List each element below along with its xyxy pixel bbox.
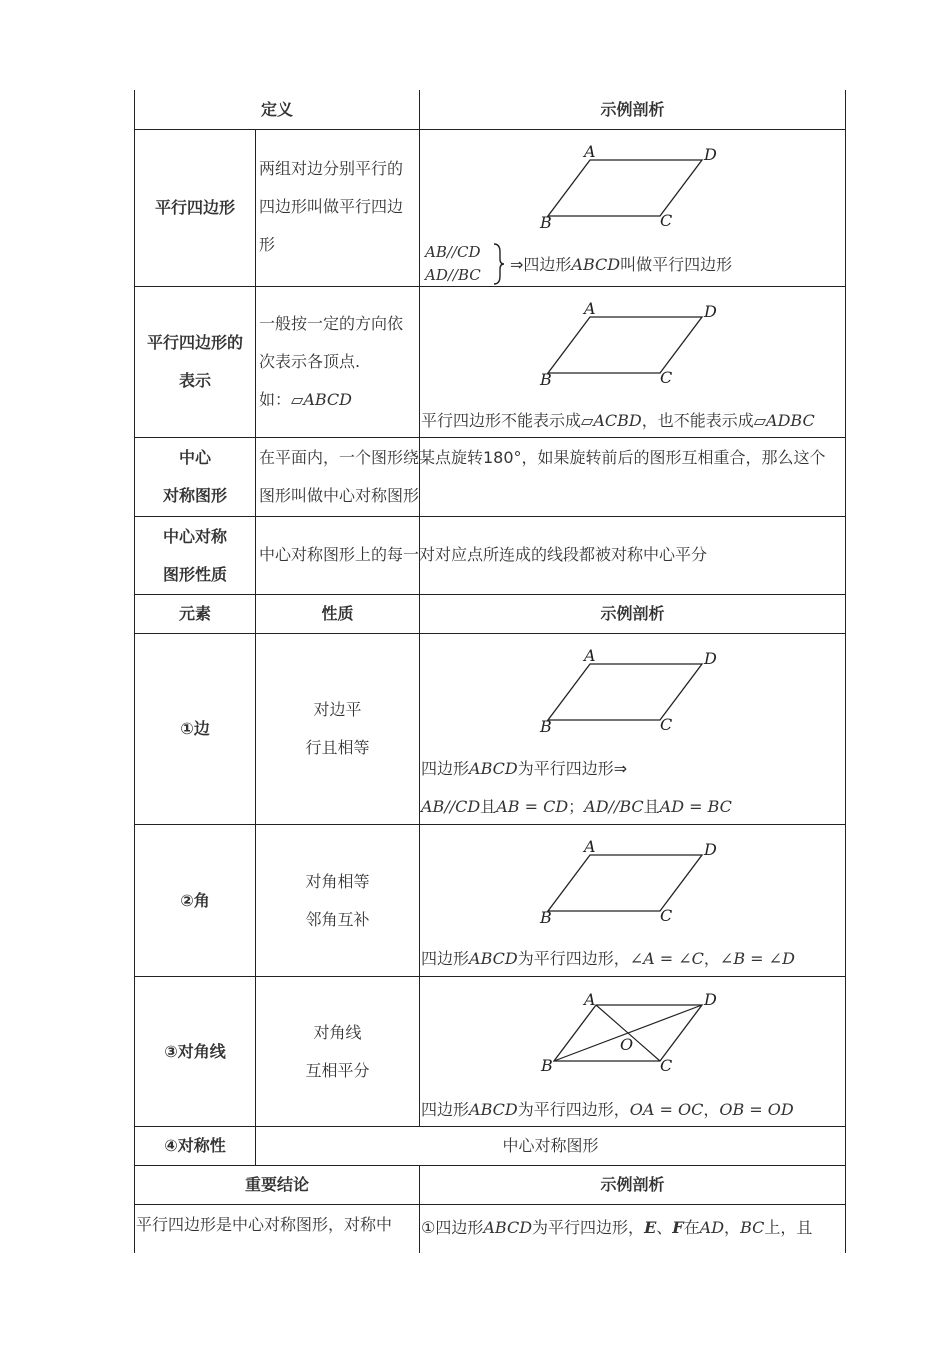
- vertex-label-b: B: [540, 213, 552, 232]
- diagonal-example: 四边形ABCD为平行四边形，OA = OC，OB = OD: [421, 1100, 794, 1119]
- term-central-property-line1: 中心对称: [162, 526, 227, 546]
- vertex-label-d: D: [704, 145, 717, 164]
- parallelogram-figure: [530, 835, 730, 930]
- header-property: 性质: [321, 604, 354, 623]
- property-angle-line2: 邻角互补: [305, 909, 370, 929]
- vertex-label-b: B: [540, 370, 552, 389]
- vertex-label-d: D: [704, 990, 717, 1009]
- definition-central-property: 中心对称图形上的每一对对应点所连成的线段都被对称中心平分: [259, 545, 708, 564]
- vertex-label-d: D: [704, 840, 717, 859]
- element-angle: ②角: [180, 890, 210, 910]
- term-central-symmetry-line1: 中心: [178, 448, 211, 467]
- term-central-symmetry-line2: 对称图形: [162, 486, 227, 505]
- vertex-label-b: B: [540, 717, 552, 736]
- parallelogram-figure: [530, 140, 730, 235]
- property-angle-line1: 对角相等: [305, 871, 370, 891]
- definition-notation: [256, 305, 416, 419]
- term-parallelogram: 平行四边形: [154, 198, 235, 217]
- vertex-label-b: B: [541, 1056, 553, 1075]
- vertex-label-c: C: [660, 906, 673, 925]
- property-angle: [256, 825, 419, 976]
- element-side: ①边: [180, 719, 210, 738]
- term-central-property-line2: 图形性质: [162, 564, 227, 584]
- condition-stack: [425, 241, 481, 287]
- term-notation: [135, 287, 255, 437]
- header-example: 示例剖析: [600, 604, 665, 623]
- row-divider: [134, 1204, 846, 1205]
- vertex-label-b: B: [540, 908, 552, 927]
- vertex-label-a: A: [584, 299, 596, 318]
- property-side-line1: 对边平: [313, 700, 362, 719]
- condition-ab-cd: AB//CD: [425, 243, 481, 261]
- property-side: [256, 634, 419, 824]
- vertex-label-a: A: [584, 646, 596, 665]
- parallelogram-figure: [530, 297, 730, 392]
- header-example: 示例剖析: [600, 99, 665, 119]
- definition-parallelogram: 两组对边分别平行的四边形叫做平行四边形: [259, 159, 404, 254]
- side-example-line1: 四边形ABCD为平行四边形⇒: [421, 759, 628, 778]
- header-element: 元素: [178, 604, 211, 623]
- element-diagonal: ③对角线: [164, 1041, 226, 1061]
- vertex-label-c: C: [660, 368, 673, 387]
- vertex-label-c: C: [660, 715, 673, 734]
- vertex-label-d: D: [704, 302, 717, 321]
- definition-central-symmetry: 在平面内，一个图形绕某点旋转180°，如果旋转前后的图形互相重合，那么这个图形叫做中心对称图形: [259, 448, 826, 505]
- element-symmetry: ④对称性: [164, 1136, 226, 1155]
- notation-example: 如：▱ABCD: [259, 390, 352, 409]
- vertex-label-c: C: [660, 1056, 673, 1075]
- vertex-label-a: A: [584, 990, 596, 1009]
- conclusion-parallelogram: ⇒四边形ABCD叫做平行四边形: [510, 255, 733, 274]
- header-example: 示例剖析: [600, 1175, 665, 1194]
- parallelogram-diagonals-figure: [530, 985, 730, 1080]
- brace-symbol: [492, 242, 506, 286]
- conclusion-example: ①四边形ABCD为平行四边形，E、F在AD，BC上，且: [421, 1218, 813, 1237]
- side-example-line2: AB//CD且AB = CD；AD//BC且AD = BC: [421, 797, 732, 816]
- term-central-property: [135, 517, 255, 594]
- vertex-label-c: C: [660, 211, 673, 230]
- center-label-o: O: [620, 1035, 634, 1054]
- property-diagonal-line2: 互相平分: [305, 1060, 370, 1080]
- vertex-label-d: D: [704, 649, 717, 668]
- table-border-right: [845, 90, 846, 1253]
- property-diagonal: [256, 977, 419, 1126]
- condition-ad-bc: AD//BC: [425, 266, 481, 284]
- conclusion-text: 平行四边形是中心对称图形，对称中: [136, 1215, 393, 1234]
- property-diagonal-line1: 对角线: [313, 1022, 362, 1042]
- parallelogram-figure: [530, 644, 730, 739]
- term-notation-line1: 平行四边形的: [146, 333, 243, 352]
- header-definition: 定义: [260, 99, 293, 119]
- notation-note: 平行四边形不能表示成▱ACBD，也不能表示成▱ADBC: [421, 411, 815, 430]
- vertex-label-a: A: [584, 142, 596, 161]
- notation-desc: 一般按一定的方向依次表示各顶点.: [259, 314, 404, 371]
- vertex-label-a: A: [584, 837, 596, 856]
- term-notation-line2: 表示: [178, 371, 211, 390]
- property-side-line2: 行且相等: [305, 738, 370, 757]
- header-conclusion: 重要结论: [244, 1175, 309, 1194]
- property-symmetry: 中心对称图形: [502, 1136, 599, 1155]
- term-central-symmetry: [135, 438, 255, 516]
- angle-example: 四边形ABCD为平行四边形，∠A = ∠C，∠B = ∠D: [421, 949, 795, 968]
